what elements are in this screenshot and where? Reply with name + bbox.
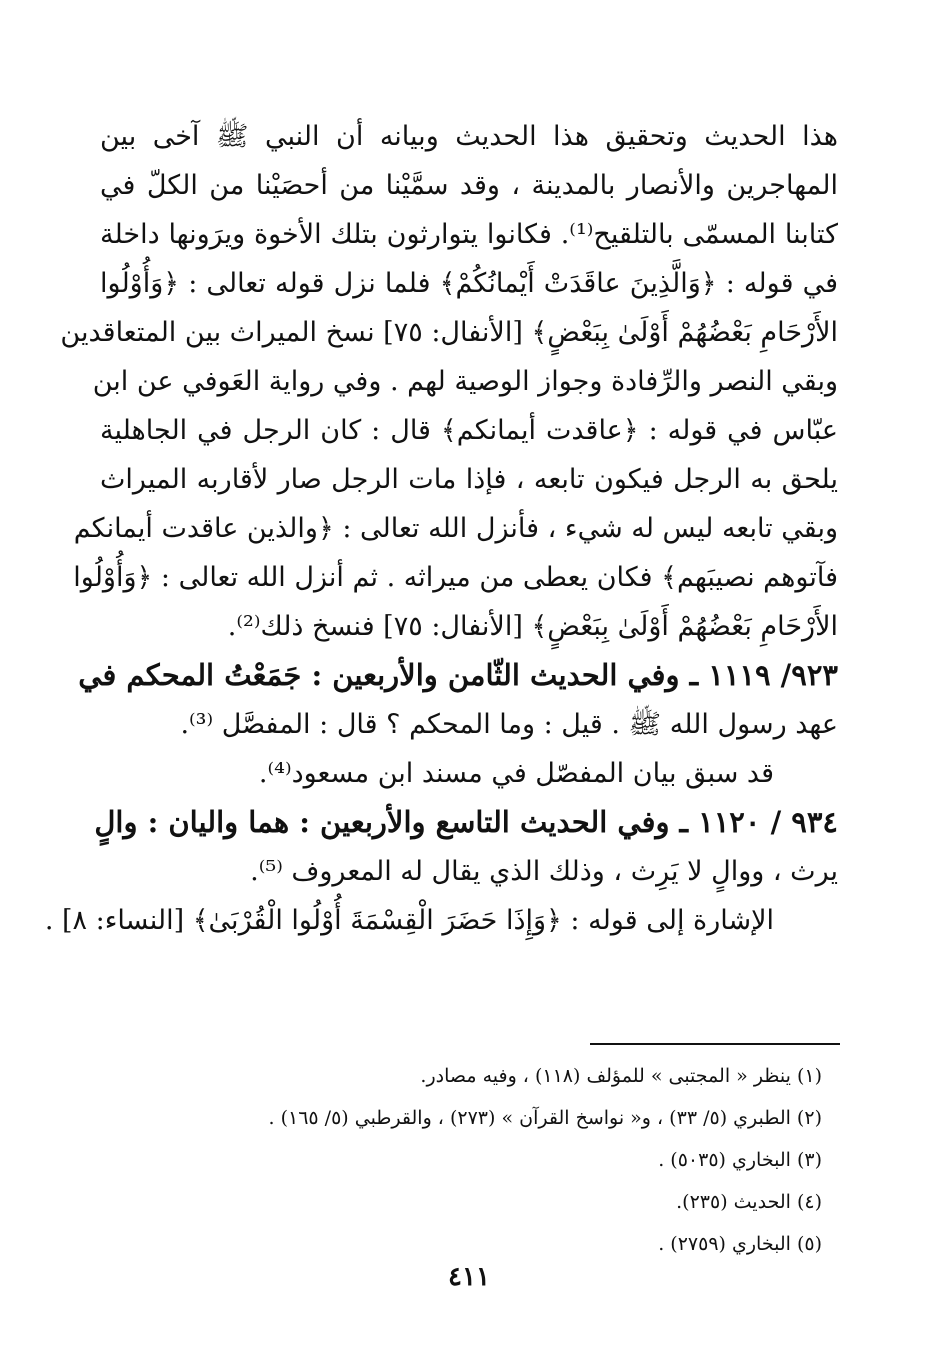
footnote: (١) ينظر « المجتبى » للمؤلف (١١٨) ، وفيه مصادر. [420, 1065, 822, 1087]
footnote: (٥) البخاري (٢٧٥٩) . [658, 1233, 822, 1255]
body-line: وبقي تابعه ليس له شيء ، فأنزل الله تعالى : ﴿والذين عاقدت أيمانكم [73, 513, 838, 544]
hadith-heading: ٩٢٣/ ١١١٩ ـ وفي الحديث الثّامن والأربعين : جَمَعْتُ المحكم في [78, 658, 838, 692]
footnote: (٣) البخاري (٥٠٣٥) . [658, 1149, 822, 1171]
footnote-separator [590, 1043, 840, 1045]
footnotes [100, 1055, 822, 1265]
hadith-line: عهد رسول الله ﷺ . قيل : وما المحكم ؟ قال : المفصَّل ⁽³⁾. [180, 709, 838, 740]
body-line: عبّاس في قوله : ﴿عاقدت أيمانكم﴾ قال : كان الرجل في الجاهلية [100, 415, 838, 446]
footnote: (٤) الحديث (٢٣٥). [676, 1191, 822, 1213]
body-line: المهاجرين والأنصار بالمدينة ، وقد سمَّيْنا من أحصَيْنا من الكلّ في [100, 170, 838, 201]
body-line: يلحق به الرجل فيكون تابعه ، فإذا مات الرجل صار لأقاربه الميراث [100, 464, 838, 495]
body-line: الأَرْحَامِ بَعْضُهُمْ أَوْلَىٰ بِبَعْضٍ﴾ [الأنفال: ٧٥] نسخ الميراث بين المتعاقدين [60, 317, 838, 348]
hadith-commentary: الإشارة إلى قوله : ﴿وَإِذَا حَضَرَ الْقِسْمَةَ أُوْلُوا الْقُرْبَىٰ﴾ [النساء: ٨] . [44, 905, 774, 936]
body-line: في قوله : ﴿وَالَّذِينَ عاقَدَتْ أَيْمانُكُمْ﴾ فلما نزل قوله تعالى : ﴿وَأُوْلُوا [100, 268, 838, 299]
hadith-heading: ٩٣٤ / ١١٢٠ ـ وفي الحديث التاسع والأربعين : هما واليان : والٍ [94, 805, 838, 839]
body-line: فآتوهم نصيبَهم﴾ فكان يعطى من ميراثه . ثم أنزل الله تعالى : ﴿وَأُوْلُوا [73, 562, 838, 593]
body-line: هذا الحديث وتحقيق هذا الحديث وبيانه أن النبي ﷺ آخى بين [100, 121, 839, 152]
body-line: وبقي النصر والرِّفادة وجواز الوصية لهم . وفي رواية العَوفي عن ابن [92, 366, 838, 397]
hadith-923 [78, 651, 838, 798]
body-line: الأَرْحَامِ بَعْضُهُمْ أَوْلَىٰ بِبَعْضٍ﴾ [الأنفال: ٧٥] فنسخ ذلك⁽²⁾. [227, 611, 838, 642]
main-text [44, 112, 839, 945]
hadith-line: يرث ، ووالٍ لا يَرِث ، وذلك الذي يقال له المعروف ⁽⁵⁾. [250, 856, 838, 887]
hadith-934 [44, 798, 838, 945]
body-line: كتابنا المسمّى بالتلقيح⁽¹⁾. فكانوا يتوارثون بتلك الأخوة ويرَونها داخلة [100, 219, 838, 250]
footnote: (٢) الطبري (٥/ ٣٣) ، و« نواسخ القرآن » (٢٧٣) ، والقرطبي (٥/ ١٦٥) . [268, 1107, 822, 1129]
page-number: ٤١١ [448, 1262, 490, 1292]
hadith-commentary: قد سبق بيان المفصّل في مسند ابن مسعود⁽⁴⁾. [258, 758, 774, 789]
